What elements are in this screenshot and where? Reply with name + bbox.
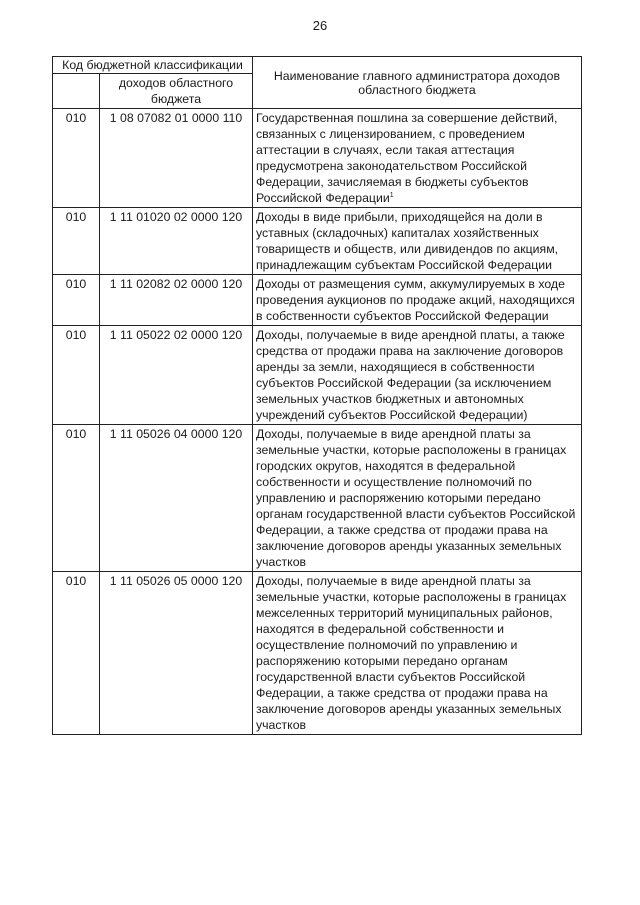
budget-classification-table: [52, 56, 582, 735]
income-code-cell: 1 11 05026 05 0000 120: [100, 572, 253, 735]
income-code-cell: 1 11 05026 04 0000 120: [100, 425, 253, 572]
admin-code-cell: 010: [53, 425, 100, 572]
admin-code-cell: 010: [53, 208, 100, 275]
table-header: [53, 57, 582, 109]
header-admin-code: [53, 74, 100, 109]
admin-code-cell: 010: [53, 275, 100, 326]
admin-code-cell: 010: [53, 572, 100, 735]
income-code-cell: 1 11 02082 02 0000 120: [100, 275, 253, 326]
page-number: 26: [312, 18, 328, 33]
income-name-cell: [253, 109, 582, 208]
table-body: [53, 109, 582, 735]
table-row: [53, 425, 582, 572]
income-code-cell: 1 11 01020 02 0000 120: [100, 208, 253, 275]
table-row: [53, 326, 582, 425]
header-administrator-name: Наименование главного администратора доходов областного бюджета: [253, 57, 582, 109]
header-income-code: доходов областного бюджета: [100, 74, 253, 109]
footnote-mark: 1: [389, 191, 394, 199]
admin-code-cell: 010: [53, 326, 100, 425]
header-code-group: Код бюджетной классификации: [53, 57, 253, 74]
income-code-cell: 1 08 07082 01 0000 110: [100, 109, 253, 208]
admin-code-cell: 010: [53, 109, 100, 208]
income-name-cell: Доходы, получаемые в виде арендной платы, а также средства от продажи права на заключение договоров аренды за земли, находящиеся в собственности субъектов Российской Федерации (за исключением земельных участков бюджетных и автономных учреждений субъектов Российской Федерации): [253, 326, 582, 425]
income-name-cell: Доходы в виде прибыли, приходящейся на доли в уставных (складочных) капиталах хозяйственных товариществ и обществ, или дивидендов по акциям, принадлежащим субъектам Российской Федерации: [253, 208, 582, 275]
income-name-text: Государственная пошлина за совершение действий, связанных с лицензированием, с проведением аттестации в случаях, если такая аттестация предусмотрена законодательством Российской Федерации, зачисляемая в бюджеты субъектов Российской Федерации: [256, 111, 558, 205]
table-row: [53, 208, 582, 275]
table-row: [53, 109, 582, 208]
income-code-cell: 1 11 05022 02 0000 120: [100, 326, 253, 425]
table-row: [53, 275, 582, 326]
income-name-cell: Доходы, получаемые в виде арендной платы за земельные участки, которые расположены в границах межселенных территорий муниципальных районов, находятся в федеральной собственности и осуществление полномочий по управлению и распоряжению которыми передано органам государственной власти субъектов Российской Федерации, а также средства от продажи права на заключение договоров аренды указанных земельных участков: [253, 572, 582, 735]
income-name-cell: Доходы от размещения сумм, аккумулируемых в ходе проведения аукционов по продаже акций, находящихся в собственности субъектов Российской Федерации: [253, 275, 582, 326]
income-name-cell: Доходы, получаемые в виде арендной платы за земельные участки, которые расположены в границах городских округов, находятся в федеральной собственности и осуществление полномочий по управлению и распоряжению которыми передано органам государственной власти субъектов Российской Федерации, а также средства от продажи права на заключение договоров аренды указанных земельных участков: [253, 425, 582, 572]
table-row: [53, 572, 582, 735]
